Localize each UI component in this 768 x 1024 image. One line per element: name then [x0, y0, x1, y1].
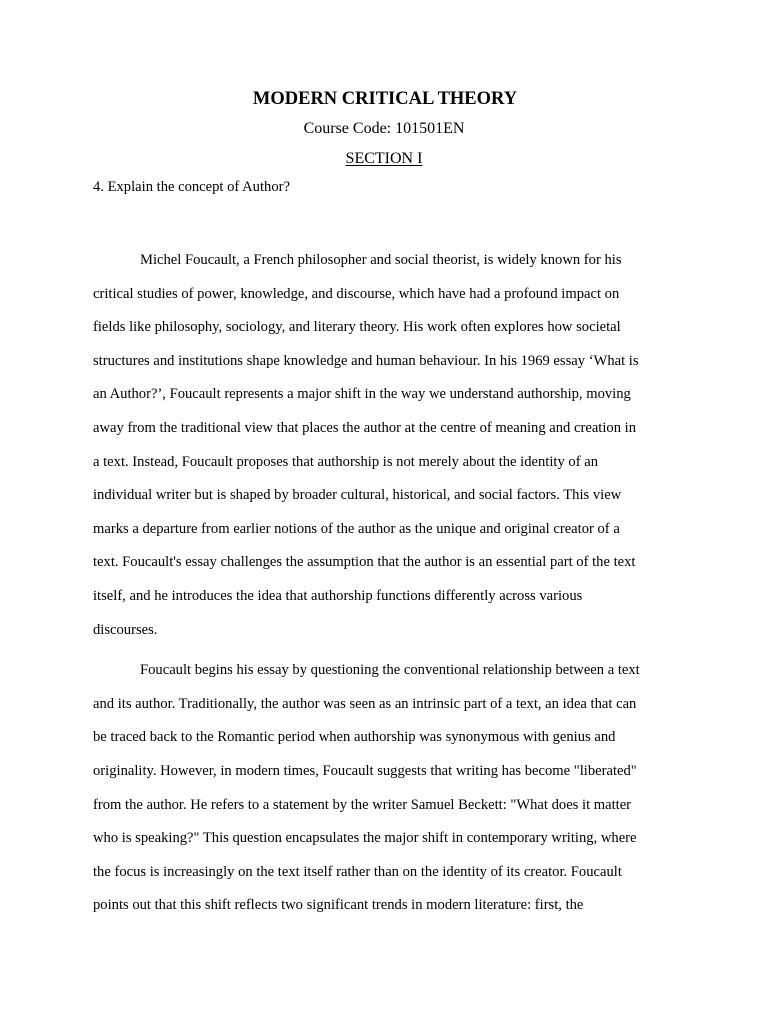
paragraph-line: who is speaking?" This question encapsulates the major shift in contemporary writing, where [93, 830, 637, 847]
question-text: 4. Explain the concept of Author? [93, 179, 290, 195]
section-heading: SECTION I [345, 150, 423, 167]
course-code: Course Code: 101501EN [303, 120, 465, 137]
body-paragraph-1 [93, 244, 675, 647]
paragraph-line: critical studies of power, knowledge, and discourse, which have had a profound impact on [93, 285, 620, 302]
paragraph-line: from the author. He refers to a statement by the writer Samuel Beckett: "What does it matter [93, 796, 632, 813]
paragraph-line: points out that this shift reflects two significant trends in modern literature: first, the [93, 897, 584, 914]
paragraph-line: the focus is increasingly on the text itself rather than on the identity of its creator. Foucault [93, 863, 622, 880]
paragraph-line: individual writer but is shaped by broader cultural, historical, and social factors. This view [93, 487, 622, 504]
body-paragraph-2 [93, 654, 675, 923]
paragraph-line: marks a departure from earlier notions of the author as the unique and original creator of a [93, 520, 620, 537]
paragraph-line: Foucault begins his essay by questioning the conventional relationship between a text [140, 662, 640, 679]
paragraph-line: discourses. [93, 621, 158, 638]
paragraph-line: be traced back to the Romantic period when authorship was synonymous with genius and [93, 729, 616, 746]
paragraph-line: and its author. Traditionally, the author was seen as an intrinsic part of a text, an idea that can [93, 695, 637, 712]
paragraph-line: originality. However, in modern times, Foucault suggests that writing has become "liberated" [93, 762, 637, 779]
paragraph-line: itself, and he introduces the idea that authorship functions differently across various [93, 587, 583, 604]
paragraph-line: a text. Instead, Foucault proposes that authorship is not merely about the identity of an [93, 453, 598, 470]
paragraph-line: structures and institutions shape knowledge and human behaviour. In his 1969 essay ‘What is [93, 352, 639, 369]
document-page [93, 86, 675, 923]
paragraph-line: fields like philosophy, sociology, and literary theory. His work often explores how societal [93, 319, 621, 336]
document-title: MODERN CRITICAL THEORY [252, 89, 518, 109]
paragraph-line: an Author?’, Foucault represents a major shift in the way we understand authorship, moving [93, 386, 631, 403]
paragraph-line: Michel Foucault, a French philosopher and social theorist, is widely known for his [140, 252, 622, 268]
paragraph-line: text. Foucault's essay challenges the assumption that the author is an essential part of the text [93, 554, 636, 571]
paragraph-line: away from the traditional view that places the author at the centre of meaning and creation in [93, 419, 636, 436]
